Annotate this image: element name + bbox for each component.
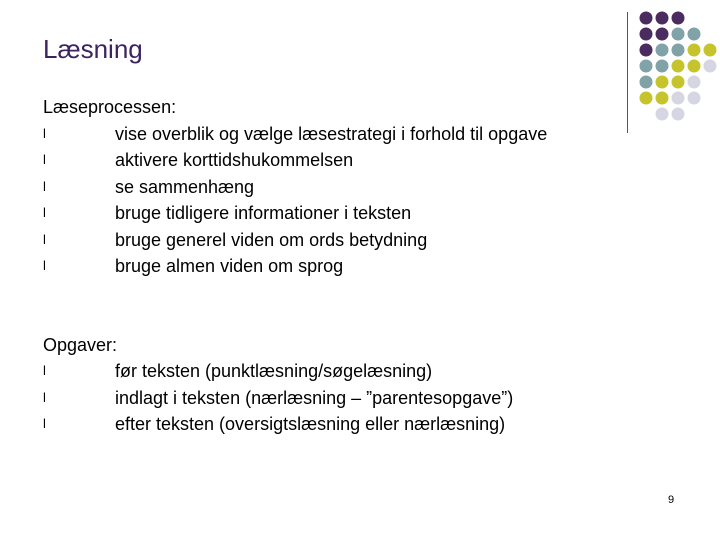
decorative-dot: [656, 28, 669, 41]
bullet-icon: l: [43, 258, 46, 273]
decorative-dot: [656, 60, 669, 73]
bullet-icon: l: [43, 205, 46, 220]
bullet-icon: l: [43, 389, 46, 405]
list-item-text: indlagt i teksten (nærlæsning – ”parentesopgave”): [115, 387, 514, 408]
decorative-dot: [688, 76, 701, 89]
bullet-icon: l: [43, 363, 46, 378]
decorative-dot: [704, 44, 717, 57]
list-item: [43, 200, 683, 227]
decorative-dot: [640, 76, 653, 89]
list-item: [43, 385, 683, 412]
decorative-dot: [656, 44, 669, 57]
decorative-dot: [688, 92, 701, 105]
decorative-dot: [656, 12, 669, 25]
bullet-icon: l: [43, 125, 46, 141]
decorative-dot: [688, 60, 701, 73]
decorative-dot: [640, 28, 653, 41]
list-item: [43, 227, 683, 254]
decorative-dot: [672, 12, 685, 25]
list-item-text: bruge tidligere informationer i teksten: [115, 203, 412, 223]
decorative-dot: [704, 60, 717, 73]
decorative-dot: [640, 12, 653, 25]
decorative-dot: [688, 28, 701, 41]
section-heading-opgaver: Opgaver:: [43, 334, 118, 355]
slide-title: Læsning: [43, 34, 143, 64]
list-item-text: aktivere korttidshukommelsen: [115, 150, 354, 170]
section-heading-laeseprocessen: Læseprocessen:: [43, 97, 177, 117]
decorative-dot: [640, 60, 653, 73]
list-item: [43, 358, 683, 385]
list-item: [43, 253, 683, 280]
page-number: 9: [668, 494, 675, 506]
decorative-dot: [656, 76, 669, 89]
bullet-icon: l: [43, 231, 46, 247]
section-spacer: [43, 280, 683, 332]
list-item-text: bruge almen viden om sprog: [115, 256, 344, 276]
bullet-icon: l: [43, 152, 46, 167]
decorative-dot: [672, 76, 685, 89]
list-item-text: se sammenhæng: [115, 176, 255, 197]
bullet-icon: l: [43, 416, 46, 431]
list-item-text: bruge generel viden om ords betydning: [115, 229, 428, 250]
decorative-dot: [672, 44, 685, 57]
decorative-dot: [640, 44, 653, 57]
list-item: [43, 121, 683, 148]
list-item: [43, 147, 683, 174]
bullet-icon: l: [43, 178, 46, 194]
list-item-text: før teksten (punktlæsning/søgelæsning): [115, 361, 433, 381]
list-item-text: vise overblik og vælge læsestrategi i forhold til opgave: [115, 123, 548, 144]
decorative-dot: [688, 44, 701, 57]
decorative-dot: [672, 28, 685, 41]
slide-body: [43, 94, 683, 438]
list-item: [43, 174, 683, 201]
list-item: [43, 411, 683, 438]
list-item-text: efter teksten (oversigtslæsning eller nærlæsning): [115, 414, 506, 434]
decorative-dot: [672, 60, 685, 73]
